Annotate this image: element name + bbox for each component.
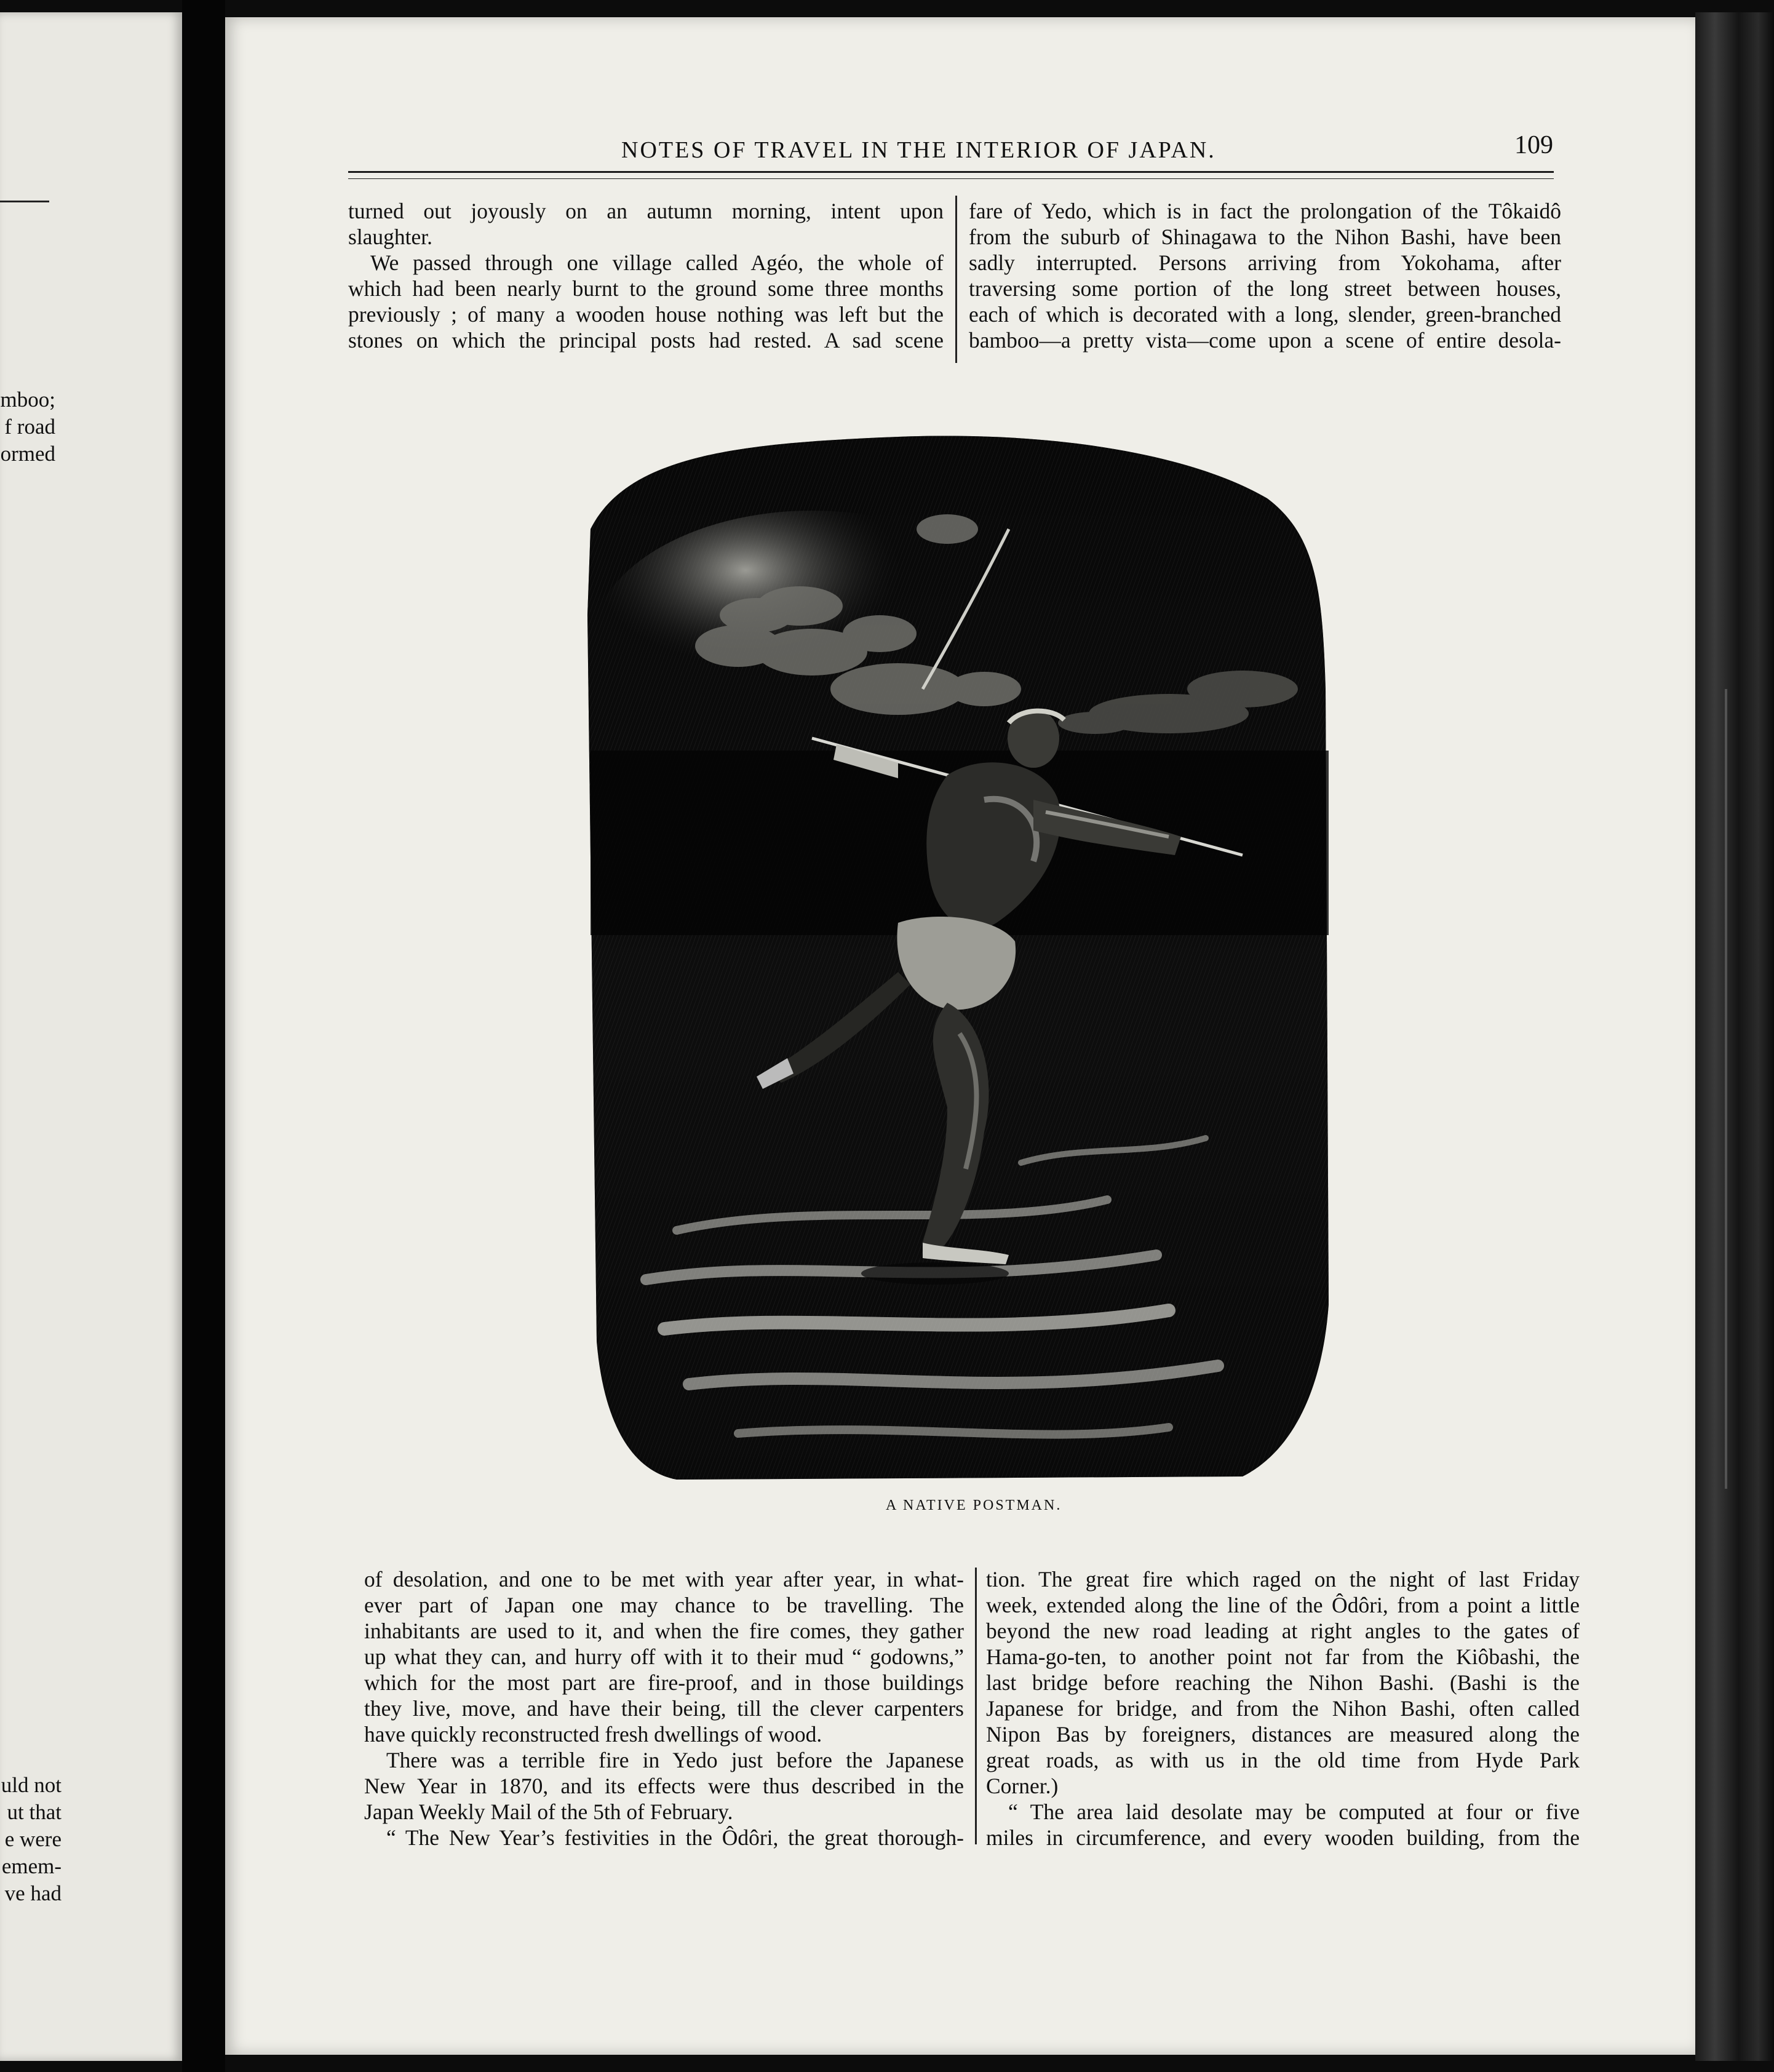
text-line: Hama-go-ten, to another point not far from the Kiôbashi, the bbox=[986, 1644, 1580, 1669]
text-line: “ The New Year’s festivities in the Ôdôri, the great thorough- bbox=[386, 1825, 964, 1850]
text-fragment: emem- bbox=[1, 1854, 62, 1878]
text-line: beyond the new road leading at right angles to the gates of bbox=[986, 1619, 1580, 1643]
previous-page-rule bbox=[0, 201, 49, 202]
engraving-native-postman bbox=[554, 431, 1372, 1489]
text-line: great roads, as with us in the old time from Hyde Park bbox=[986, 1748, 1580, 1772]
text-line: We passed through one village called Agéo, the whole of bbox=[370, 250, 944, 275]
column-top-left bbox=[348, 198, 944, 353]
text-line: fare of Yedo, which is in fact the prolongation of the Tôkaidô bbox=[969, 199, 1561, 223]
text-line: miles in circumference, and every wooden building, from the bbox=[986, 1825, 1580, 1850]
text-line: each of which is decorated with a long, slender, green-branched bbox=[969, 302, 1561, 327]
text-line: turned out joyously on an autumn morning, intent upon bbox=[348, 199, 944, 223]
text-fragment: f road bbox=[4, 415, 55, 439]
text-line: Corner.) bbox=[986, 1774, 1059, 1798]
text-line: last bridge before reaching the Nihon Bashi. (Bashi is the bbox=[986, 1670, 1580, 1695]
text-fragment: mboo; bbox=[0, 388, 55, 412]
text-line: Nipon Bas by foreigners, distances are measured along the bbox=[986, 1722, 1580, 1747]
text-line: Japanese for bridge, and from the Nihon Bashi, often called bbox=[986, 1696, 1580, 1721]
header-rule bbox=[348, 171, 1554, 173]
text-line: which for the most part are fire-proof, and in those buildings bbox=[364, 1670, 964, 1695]
text-line: bamboo—a pretty vista—come upon a scene of entire desola- bbox=[969, 328, 1561, 353]
column-top-right bbox=[969, 198, 1561, 353]
column-divider bbox=[975, 1568, 977, 1844]
text-fragment: ut that bbox=[7, 1800, 62, 1824]
header-rule-thin bbox=[348, 178, 1554, 179]
text-fragment: ormed bbox=[0, 442, 55, 466]
text-line: There was a terrible fire in Yedo just before the Japanese bbox=[386, 1748, 964, 1772]
text-line: up what they can, and hurry off with it to their mud “ godowns,” bbox=[364, 1644, 964, 1669]
previous-page-text-fragments bbox=[1, 1772, 62, 1907]
column-divider bbox=[955, 196, 957, 363]
text-line: Japan Weekly Mail of the 5th of February. bbox=[364, 1799, 733, 1824]
running-head: NOTES OF TRAVEL IN THE INTERIOR OF JAPAN. bbox=[621, 137, 1216, 163]
text-fragment: e were bbox=[4, 1827, 62, 1851]
text-line: they live, move, and have their being, till the clever carpenters bbox=[364, 1696, 964, 1721]
illustration-caption: A NATIVE POSTMAN. bbox=[886, 1497, 1062, 1513]
text-line: “ The area laid desolate may be computed at four or five bbox=[1008, 1799, 1580, 1824]
text-line: have quickly reconstructed fresh dwellings of wood. bbox=[364, 1722, 822, 1747]
previous-page-text-fragments bbox=[1, 386, 55, 468]
text-line: New Year in 1870, and its effects were thus described in the bbox=[364, 1774, 964, 1798]
previous-page-edge bbox=[0, 12, 182, 2061]
text-line: tion. The great fire which raged on the night of last Friday bbox=[986, 1567, 1580, 1592]
page-stack-edge bbox=[1695, 12, 1774, 2061]
text-line: sadly interrupted. Persons arriving from Yokohama, after bbox=[969, 250, 1561, 275]
column-bottom-right bbox=[986, 1566, 1580, 1851]
column-bottom-left bbox=[364, 1566, 964, 1851]
book-gutter bbox=[182, 0, 225, 2072]
text-line: stones on which the principal posts had rested. A sad scene bbox=[348, 328, 944, 353]
text-line: ever part of Japan one may chance to be travelling. The bbox=[364, 1593, 964, 1617]
page-number: 109 bbox=[1514, 131, 1553, 159]
text-line: slaughter. bbox=[348, 225, 433, 249]
text-line: from the suburb of Shinagawa to the Nihon Bashi, have been bbox=[969, 225, 1561, 249]
text-line: traversing some portion of the long street between houses, bbox=[969, 276, 1561, 301]
text-line: which had been nearly burnt to the ground some three months bbox=[348, 276, 944, 301]
text-line: previously ; of many a wooden house nothing was left but the bbox=[348, 302, 944, 327]
text-fragment: ve had bbox=[4, 1881, 62, 1905]
text-fragment: uld not bbox=[1, 1773, 62, 1797]
text-line: of desolation, and one to be met with year after year, in what- bbox=[364, 1567, 964, 1592]
text-line: inhabitants are used to it, and when the fire comes, they gather bbox=[364, 1619, 964, 1643]
text-line: week, extended along the line of the Ôdôri, from a point a little bbox=[986, 1593, 1580, 1617]
